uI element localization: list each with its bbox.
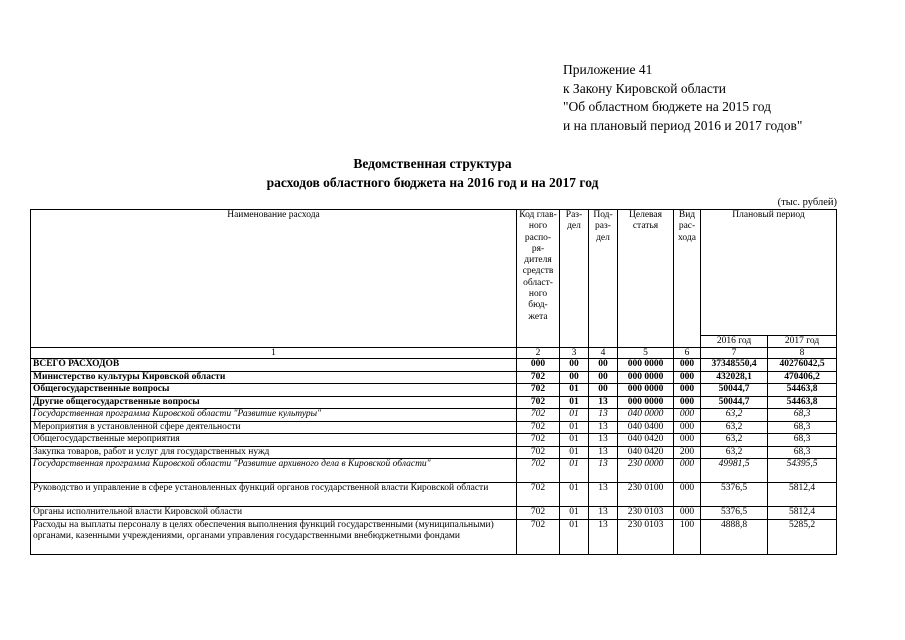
row-target: 230 0000 [618, 459, 674, 483]
row-code: 000 [517, 359, 560, 372]
row-kind: 000 [674, 371, 701, 384]
row-2017: 5285,2 [768, 519, 837, 554]
row-kind: 000 [674, 507, 701, 520]
row-2016: 432028,1 [701, 371, 768, 384]
row-section: 01 [560, 421, 589, 434]
row-code: 702 [517, 519, 560, 554]
row-target: 000 0000 [618, 359, 674, 372]
row-target: 000 0000 [618, 396, 674, 409]
row-2016: 5376,5 [701, 507, 768, 520]
row-target: 230 0103 [618, 519, 674, 554]
table-row [31, 384, 837, 397]
row-name: ВСЕГО РАСХОДОВ [31, 359, 517, 372]
column-number: 1 [31, 348, 517, 359]
document-title-line-1: Ведомственная структура [353, 156, 512, 171]
row-kind: 200 [674, 446, 701, 459]
row-2017: 5812,4 [768, 483, 837, 507]
row-2016: 50044,7 [701, 384, 768, 397]
column-number: 5 [618, 348, 674, 359]
row-2017: 5812,4 [768, 507, 837, 520]
row-name: Другие общегосударственные вопросы [31, 396, 517, 409]
row-code: 702 [517, 459, 560, 483]
header-kind: Вид рас-хода [674, 210, 701, 348]
row-code: 702 [517, 483, 560, 507]
row-2016: 63,2 [701, 434, 768, 447]
table-row [31, 446, 837, 459]
row-name: Органы исполнительной власти Кировской области [31, 507, 517, 520]
row-name: Мероприятия в установленной сфере деятельности [31, 421, 517, 434]
row-section: 01 [560, 434, 589, 447]
header-subsection: Под-раз-дел [589, 210, 618, 348]
column-numbers-row [31, 348, 837, 359]
row-code: 702 [517, 421, 560, 434]
row-section: 00 [560, 371, 589, 384]
row-2016: 37348550,4 [701, 359, 768, 372]
row-code: 702 [517, 371, 560, 384]
row-2016: 63,2 [701, 409, 768, 422]
row-section: 01 [560, 384, 589, 397]
row-kind: 000 [674, 459, 701, 483]
column-number: 6 [674, 348, 701, 359]
row-section: 01 [560, 459, 589, 483]
row-section: 01 [560, 446, 589, 459]
row-code: 702 [517, 507, 560, 520]
row-name: Государственная программа Кировской области "Развитие культуры" [31, 409, 517, 422]
row-kind: 000 [674, 384, 701, 397]
row-2016: 50044,7 [701, 396, 768, 409]
row-section: 01 [560, 483, 589, 507]
appendix-header [563, 61, 802, 135]
document-title-line-2: расходов областного бюджета на 2016 год и на 2017 год [266, 175, 599, 190]
header-name: Наименование расхода [31, 210, 517, 348]
row-name: Государственная программа Кировской области "Развитие архивного дела в Кировской области" [31, 459, 517, 483]
table-row [31, 409, 837, 422]
row-subsection: 13 [589, 409, 618, 422]
row-subsection: 13 [589, 483, 618, 507]
row-kind: 000 [674, 421, 701, 434]
row-code: 702 [517, 434, 560, 447]
row-target: 000 0000 [618, 384, 674, 397]
row-name: Общегосударственные мероприятия [31, 434, 517, 447]
column-number: 4 [589, 348, 618, 359]
row-subsection: 13 [589, 519, 618, 554]
header-year-2016: 2016 год [701, 336, 768, 348]
row-2016: 63,2 [701, 446, 768, 459]
budget-table [30, 209, 837, 555]
row-code: 702 [517, 396, 560, 409]
row-kind: 000 [674, 396, 701, 409]
units-label: (тыс. рублей) [777, 197, 837, 208]
row-target: 000 0000 [618, 371, 674, 384]
header-year-2017: 2017 год [768, 336, 837, 348]
table-row [31, 396, 837, 409]
row-2017: 68,3 [768, 446, 837, 459]
table-row [31, 519, 837, 554]
row-2017: 470406,2 [768, 371, 837, 384]
row-subsection: 13 [589, 434, 618, 447]
table-row [31, 371, 837, 384]
row-code: 702 [517, 446, 560, 459]
row-section: 00 [560, 359, 589, 372]
table-row [31, 421, 837, 434]
row-2017: 54395,5 [768, 459, 837, 483]
row-2017: 68,3 [768, 434, 837, 447]
column-number: 3 [560, 348, 589, 359]
row-2016: 4888,8 [701, 519, 768, 554]
row-section: 01 [560, 507, 589, 520]
row-section: 01 [560, 519, 589, 554]
header-planned: Плановый период [701, 210, 837, 336]
row-target: 040 0420 [618, 434, 674, 447]
row-kind: 000 [674, 434, 701, 447]
appendix-line-1: Приложение 41 [563, 62, 653, 77]
table-row [31, 507, 837, 520]
column-number: 7 [701, 348, 768, 359]
row-subsection: 13 [589, 446, 618, 459]
row-section: 01 [560, 396, 589, 409]
row-2016: 5376,5 [701, 483, 768, 507]
row-name: Министерство культуры Кировской области [31, 371, 517, 384]
row-code: 702 [517, 409, 560, 422]
table-row [31, 483, 837, 507]
row-subsection: 13 [589, 459, 618, 483]
row-2017: 54463,8 [768, 384, 837, 397]
row-subsection: 13 [589, 507, 618, 520]
row-name: Закупка товаров, работ и услуг для государственных нужд [31, 446, 517, 459]
appendix-line-4: и на плановый период 2016 и 2017 годов" [563, 117, 803, 133]
row-target: 040 0400 [618, 421, 674, 434]
row-target: 230 0103 [618, 507, 674, 520]
row-kind: 000 [674, 483, 701, 507]
row-2017: 68,3 [768, 409, 837, 422]
row-name: Руководство и управление в сфере установленных функций органов государственной власти Кировской области [31, 483, 517, 507]
table-row [31, 434, 837, 447]
table-row [31, 459, 837, 483]
row-2016: 49981,5 [701, 459, 768, 483]
row-2017: 54463,8 [768, 396, 837, 409]
row-target: 230 0100 [618, 483, 674, 507]
table-row [31, 359, 837, 372]
row-subsection: 00 [589, 371, 618, 384]
appendix-line-2: к Закону Кировской области [563, 80, 727, 96]
column-number: 2 [517, 348, 560, 359]
row-name: Расходы на выплаты персоналу в целях обеспечения выполнения функций государственными (муниципальными) органами, казенными учреждениями, органами управления государственными внебюджетными фондами [31, 519, 517, 554]
row-kind: 000 [674, 359, 701, 372]
header-target: Целевая статья [618, 210, 674, 348]
row-subsection: 13 [589, 396, 618, 409]
header-code: Код глав-ного распо-ря-дителя средств област-ного бюд-жета [517, 210, 560, 348]
row-subsection: 13 [589, 421, 618, 434]
column-number: 8 [768, 348, 837, 359]
row-code: 702 [517, 384, 560, 397]
row-subsection: 00 [589, 359, 618, 372]
row-2017: 40276042,5 [768, 359, 837, 372]
row-2016: 63,2 [701, 421, 768, 434]
row-target: 040 0420 [618, 446, 674, 459]
row-target: 040 0000 [618, 409, 674, 422]
header-section: Раз-дел [560, 210, 589, 348]
row-section: 01 [560, 409, 589, 422]
appendix-line-3: "Об областном бюджете на 2015 год [563, 99, 771, 114]
row-kind: 100 [674, 519, 701, 554]
row-name: Общегосударственные вопросы [31, 384, 517, 397]
row-2017: 68,3 [768, 421, 837, 434]
row-kind: 000 [674, 409, 701, 422]
row-subsection: 00 [589, 384, 618, 397]
